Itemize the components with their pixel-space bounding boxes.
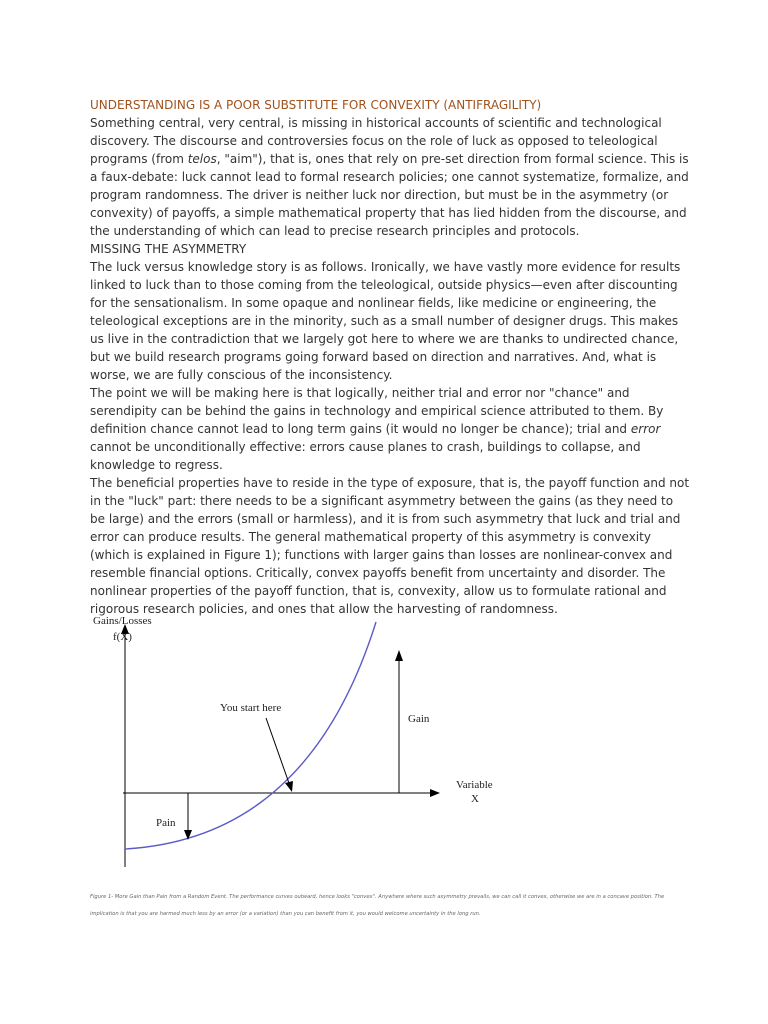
payoff-curve [125,622,376,849]
gain-label: Gain [408,713,430,725]
error-term: error [630,422,661,436]
start-here-arrowhead [285,781,293,792]
pain-label: Pain [156,817,176,829]
paragraph-intro-part-b: , "aim"), that is, ones that rely on pre-set direction from formal science. This is a faux-debate: luck cannot lead to formal research policies; one cannot systematize, formalize, and program randomness. The driver is neither luck nor direction, but must be in the asymmetry (or convexity) of payoffs, a simple mathematical property that has lied hidden from the discourse, and the understanding of which can lead to precise research principles and protocols. [90,152,689,238]
y-axis-title: Gains/Losses [93,615,152,627]
x-axis-arrowhead [430,789,440,797]
figure-caption-line-1: Figure 1- More Gain than Pain from a Random Event. The performance curves outward, hence looks "convex". Anywhere where such asymmetry prevails, we can call it convex, otherwise we are in a concave position. The [90,894,665,900]
section-heading-convexity: UNDERSTANDING IS A POOR SUBSTITUTE FOR CONVEXITY (ANTIFRAGILITY) [90,98,542,112]
paragraph-luck-vs-knowledge: The luck versus knowledge story is as follows. Ironically, we have vastly more evidence for results linked to luck than to those coming from the teleological, outside physics—even after discounting for the sensationalism. In some opaque and nonlinear fields, like medicine or engineering, the teleological exceptions are in the minority, such as a small number of designer drugs. This makes us live in the contradiction that we largely got here to where we are thanks to undirected chance, but we build research programs going forward based on direction and narratives. And, what is worse, we are fully conscious of the inconsistency. [90,260,681,382]
paragraph-trial-part-a: The point we will be making here is that logically, neither trial and error nor "chance" and serendipity can be behind the gains in technology and empirical science attributed to them. By definition chance cannot lead to long term gains (it would no longer be chance); trial and [90,386,664,436]
y-axis-label: f(X) [113,631,132,643]
paragraph-beneficial-properties: The beneficial properties have to reside in the type of exposure, that is, the payoff function and not in the "luck" part: there needs to be a significant asymmetry between the gains (as they need to be large) and the errors (small or harmless), and it is from such asymmetry that luck and trial and error can produce results. The general mathematical property of this asymmetry is convexity (which is explained in Figure 1); functions with larger gains than losses are nonlinear-convex and resemble financial options. Critically, convex payoffs benefit from uncertainty and disorder. The nonlinear properties of the payoff function, that is, convexity, allow us to formulate rational and rigorous research policies, and ones that allow the harvesting of randomness. [90,476,690,616]
x-axis-label-x: X [471,793,479,805]
article [90,96,690,618]
telos-term: telos [187,152,217,166]
paragraph-trial-part-b: cannot be unconditionally effective: errors cause planes to crash, buildings to collapse, and knowledge to regress. [90,440,641,472]
start-here-label: You start here [220,702,282,714]
figure-caption-line-2: implication is that you are harmed much less by an error (or a variation) than you can benefit from it, you would welcome uncertainty in the long run. [90,911,481,917]
start-here-arrow-line [266,718,290,786]
gain-arrowhead [395,650,403,661]
paragraph-intro [90,114,690,240]
convexity-figure [88,612,508,872]
section-heading-asymmetry: MISSING THE ASYMMETRY [90,242,247,256]
paragraph-intro-part-a: Something central, very central, is missing in historical accounts of scientific and technological discovery. The discourse and controversies focus on the role of luck as opposed to teleological programs (from [90,116,662,166]
paragraph-trial-and-error [90,384,690,474]
x-axis-label-variable: Variable [456,779,493,791]
